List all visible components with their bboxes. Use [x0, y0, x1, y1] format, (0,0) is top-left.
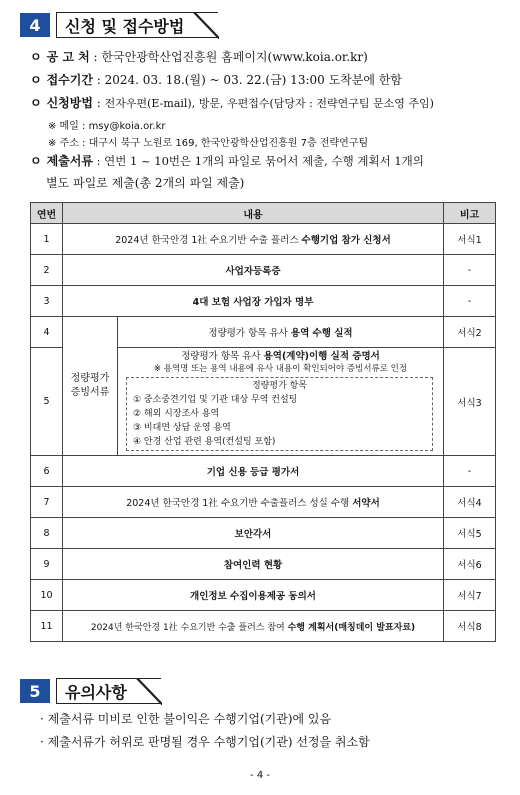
row-content-bold: 개인정보 수집이용제공 동의서	[190, 591, 316, 602]
row-content	[63, 518, 444, 549]
row-content-bold: 보안각서	[234, 529, 272, 540]
row-content	[118, 348, 444, 456]
row-no: 10	[31, 580, 63, 611]
row-no: 4	[31, 317, 63, 348]
bullet-label: 접수기간	[46, 73, 93, 87]
row-form: -	[444, 286, 496, 317]
section-title: 유의사항	[56, 678, 161, 704]
bullet-submit-line2: 별도 파일로 제출(총 2개의 파일 제출)	[46, 176, 245, 190]
table-row	[31, 224, 496, 255]
documents-table	[30, 202, 496, 642]
bullet-text: 2024. 03. 18.(월) ~ 03. 22.(금) 13:00 도착분에 한함	[104, 73, 402, 87]
box-item: ② 해외 시장조사 용역	[133, 409, 220, 419]
box-item: ① 중소중견기업 및 기관 대상 무역 컨설팅	[133, 395, 298, 405]
note-address: ※ 주소 : 대구시 북구 노원로 169, 한국안광학산업진흥원 7층 전략연구팀	[48, 138, 369, 149]
table-row	[31, 317, 496, 348]
row-content-bold: 4대 보험 사업장 가입자 명부	[192, 297, 314, 308]
table-row	[31, 487, 496, 518]
box-title: 정량평가 항목	[251, 381, 308, 391]
row-form: 서식1	[444, 224, 496, 255]
section-4-header	[20, 12, 218, 38]
row-content-pre: 2024년 한국안경 1社 수요기반 수출플러스 성실 수행	[126, 498, 353, 509]
row-content-bold: 서약서	[352, 498, 380, 509]
row-content	[118, 317, 444, 348]
table-row	[31, 549, 496, 580]
bullet-sep: :	[89, 50, 102, 64]
box-item: ③ 비대면 상담 운영 용역	[133, 423, 231, 433]
group-label-line2: 증빙서류	[70, 387, 110, 398]
row-no: 1	[31, 224, 63, 255]
row-content	[63, 549, 444, 580]
bullet-text: : 연번 1 ~ 10번은 1개의 파일로 묶어서 제출, 수행 계획서 1개의	[92, 154, 424, 168]
table-row	[31, 255, 496, 286]
table-row	[31, 286, 496, 317]
row-form: 서식5	[444, 518, 496, 549]
header-content: 내용	[63, 203, 444, 224]
table-row	[31, 518, 496, 549]
row-content-bold: 용역(계약)이행 실적 증명서	[263, 351, 380, 362]
header-form: 비고	[444, 203, 496, 224]
section-number: 4	[20, 13, 50, 37]
row-content	[63, 224, 444, 255]
row-note: ※ 용역명 또는 용역 내용에 유사 내용이 확인되어야 증빙서류로 인정	[153, 364, 408, 374]
evaluation-items-box	[126, 377, 433, 451]
bullet-method	[30, 94, 434, 113]
bullet-marker: ㅇ	[30, 96, 42, 110]
section-number: 5	[20, 679, 50, 703]
bullet-label: 제출서류	[46, 154, 93, 168]
bullet-sep: :	[92, 73, 105, 87]
box-item: ④ 안경 산업 관련 용역(컨설팅 포함)	[133, 437, 276, 447]
section-5-header	[20, 678, 161, 704]
group-label	[63, 317, 118, 456]
note-email: ※ 메일 : msy@koia.or.kr	[48, 121, 166, 132]
table-row	[31, 580, 496, 611]
bullet-marker: ㅇ	[30, 73, 42, 87]
table-row	[31, 611, 496, 642]
row-no: 2	[31, 255, 63, 286]
row-form: 서식2	[444, 317, 496, 348]
bullet-text: 전자우편(E-mail), 방문, 우편접수(담당자 : 전략연구팀 문소영 주임)	[104, 97, 434, 110]
bullet-period	[30, 71, 402, 89]
row-content	[63, 456, 444, 487]
table-header-row	[31, 203, 496, 224]
row-content-pre: 2024년 한국안경 1社 수요기반 수출 플러스 참여	[90, 622, 288, 633]
row-content	[63, 286, 444, 317]
table-row	[31, 456, 496, 487]
row-form: -	[444, 255, 496, 286]
row-form: -	[444, 456, 496, 487]
row-content	[63, 611, 444, 642]
row-content-pre: 정량평가 항목 유사	[181, 351, 264, 362]
row-form: 서식8	[444, 611, 496, 642]
bullet-text: 한국안광학산업진흥원 홈페이지(www.koia.or.kr)	[101, 50, 368, 64]
row-form: 서식6	[444, 549, 496, 580]
bullet-label: 신청방법	[46, 96, 93, 110]
bullet-marker: ㅇ	[30, 50, 42, 64]
bullet-marker: ㅇ	[30, 154, 42, 168]
row-content	[63, 580, 444, 611]
row-content-bold: 수행 계획서(매칭데이 발표자료)	[287, 622, 416, 633]
row-content-bold: 용역 수행 실적	[290, 328, 353, 339]
row-no: 8	[31, 518, 63, 549]
section-title: 신청 및 접수방법	[56, 12, 218, 38]
row-content	[63, 255, 444, 286]
notice-item: · 제출서류 미비로 인한 불이익은 수행기업(기관)에 있음	[40, 712, 332, 726]
row-content	[63, 487, 444, 518]
row-content-pre: 정량평가 항목 유사	[208, 328, 291, 339]
row-form: 서식7	[444, 580, 496, 611]
bullet-label: 공 고 처	[46, 50, 90, 64]
row-content-bold: 수행기업 참가 신청서	[301, 235, 391, 246]
row-no: 3	[31, 286, 63, 317]
group-label-line1: 정량평가	[70, 373, 110, 384]
row-form: 서식3	[444, 348, 496, 456]
row-content-pre: 2024년 한국안경 1社 수요기반 수출 플러스	[115, 235, 302, 246]
row-no: 6	[31, 456, 63, 487]
page-number: - 4 -	[250, 770, 270, 781]
notice-item: · 제출서류가 허위로 판명될 경우 수행기업(기관) 선정을 취소함	[40, 735, 370, 749]
bullet-notice	[30, 48, 368, 66]
row-content-bold: 사업자등록증	[225, 266, 281, 277]
row-content-bold: 참여인력 현황	[223, 560, 283, 571]
row-no: 9	[31, 549, 63, 580]
row-no: 7	[31, 487, 63, 518]
row-form: 서식4	[444, 487, 496, 518]
header-no: 연번	[31, 203, 63, 224]
row-no: 11	[31, 611, 63, 642]
bullet-sep: :	[92, 96, 105, 110]
row-no: 5	[31, 348, 63, 456]
bullet-submit	[30, 152, 424, 170]
row-content-bold: 기업 신용 등급 평가서	[206, 467, 300, 478]
